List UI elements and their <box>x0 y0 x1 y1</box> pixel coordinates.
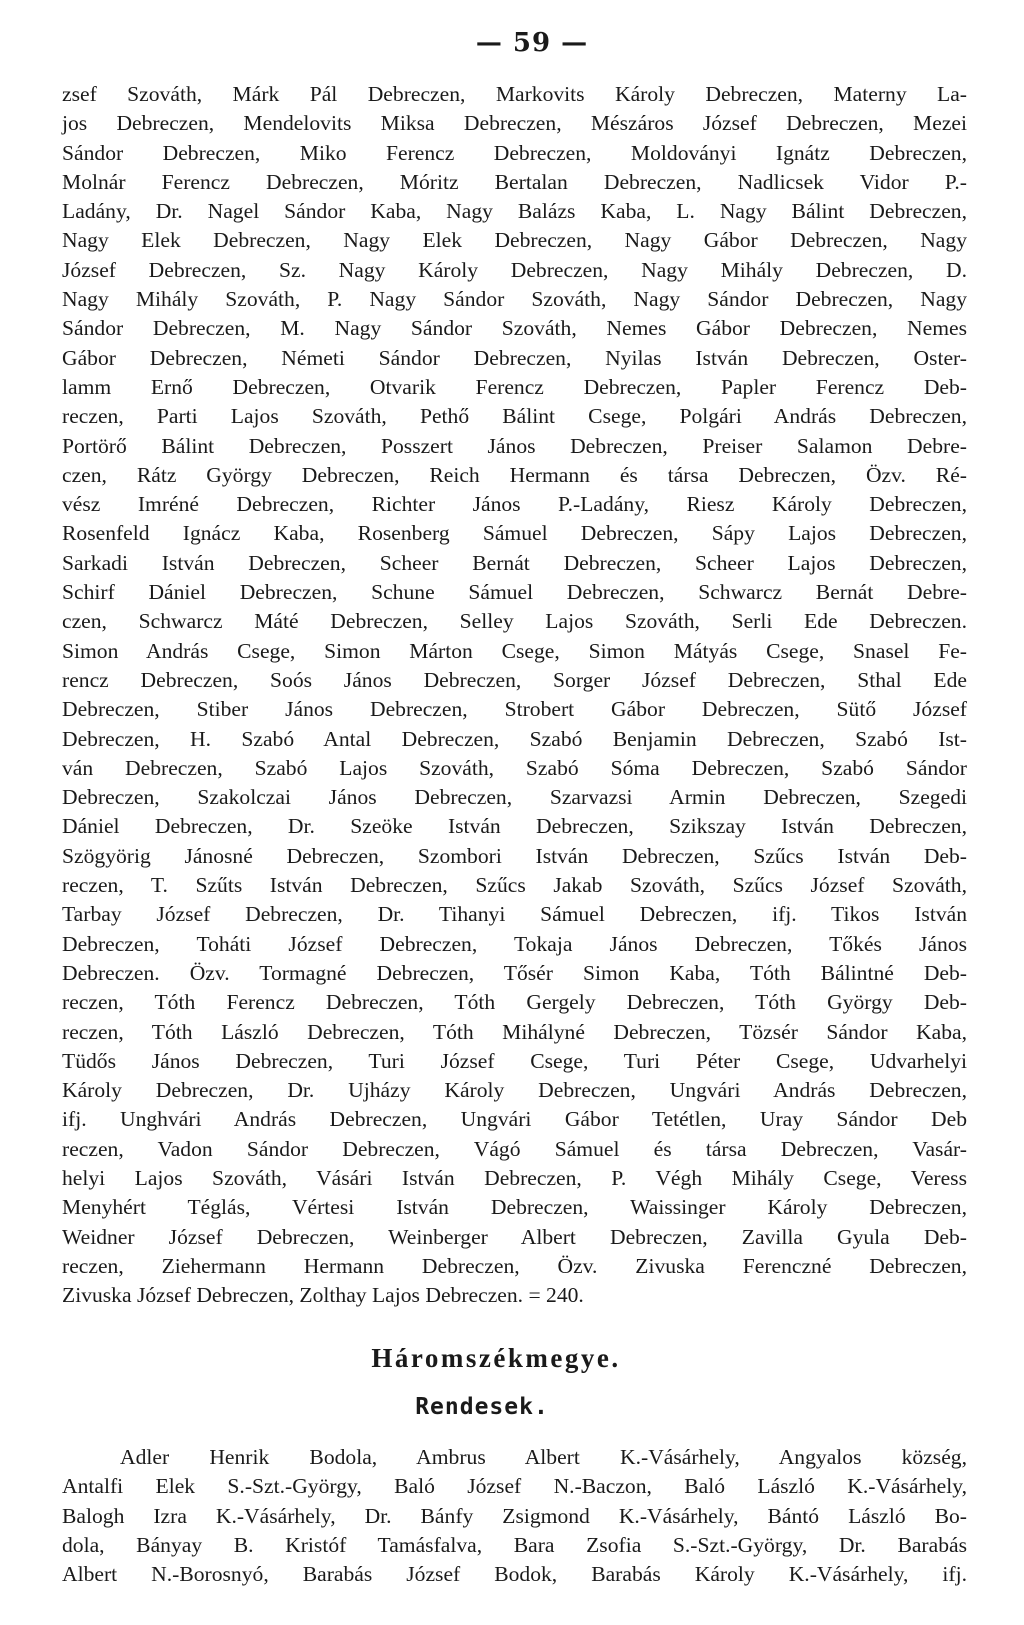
text-line: lamm Ernő Debreczen, Otvarik Ferencz Debreczen, Papler Ferencz Deb- <box>62 374 967 399</box>
county-member-list <box>62 1443 967 1589</box>
text-line: Debreczen, Szakolczai János Debreczen, Szarvazsi Armin Debreczen, Szegedi <box>62 785 967 810</box>
text-line: Ladány, Dr. Nagel Sándor Kaba, Nagy Balázs Kaba, L. Nagy Bálint Debreczen, <box>62 199 967 224</box>
text-line: reczen, Parti Lajos Szováth, Pethő Bálint Csege, Polgári András Debreczen, <box>62 404 967 429</box>
text-line: helyi Lajos Szováth, Vásári István Debreczen, P. Végh Mihály Csege, Veress <box>62 1165 967 1190</box>
text-line: Albert N.-Borosnyó, Barabás József Bodok, Barabás Károly K.-Vásárhely, ifj. <box>62 1562 967 1587</box>
text-line: vész Imréné Debreczen, Richter János P.-Ladány, Riesz Károly Debreczen, <box>62 492 967 517</box>
text-line: Tüdős János Debreczen, Turi József Csege, Turi Péter Csege, Udvarhelyi <box>62 1048 967 1073</box>
text-line: Nagy Mihály Szováth, P. Nagy Sándor Szováth, Nagy Sándor Debreczen, Nagy <box>62 287 967 312</box>
text-line: reczen, Ziehermann Hermann Debreczen, Özv. Zivuska Ferenczné Debreczen, <box>62 1253 967 1278</box>
text-line: rencz Debreczen, Soós János Debreczen, Sorger József Debreczen, Sthal Ede <box>62 667 967 692</box>
text-line: Szögyörig Jánosné Debreczen, Szombori István Debreczen, Szűcs István Deb- <box>62 843 967 868</box>
text-line: Nagy Elek Debreczen, Nagy Elek Debreczen, Nagy Gábor Debreczen, Nagy <box>62 228 967 253</box>
text-line: Gábor Debreczen, Németi Sándor Debreczen, Nyilas István Debreczen, Oster- <box>62 345 967 370</box>
text-line: ifj. Unghvári András Debreczen, Ungvári Gábor Tetétlen, Uray Sándor Deb <box>62 1107 967 1132</box>
text-line: Molnár Ferencz Debreczen, Móritz Bertalan Debreczen, Nadlicsek Vidor P.- <box>62 169 967 194</box>
page-number: — 59 — <box>475 28 589 58</box>
text-line: Adler Henrik Bodola, Ambrus Albert K.-Vásárhely, Angyalos község, <box>120 1445 967 1469</box>
text-line: reczen, Tóth Ferencz Debreczen, Tóth Gergely Debreczen, Tóth György Deb- <box>62 990 967 1015</box>
text-line: reczen, Tóth László Debreczen, Tóth Mihályné Debreczen, Tözsér Sándor Kaba, <box>62 1019 967 1044</box>
text-line: Antalfi Elek S.-Szt.-György, Baló József N.-Baczon, Baló László K.-Vásárhely, <box>62 1474 967 1499</box>
text-line: Schirf Dániel Debreczen, Schune Sámuel Debreczen, Schwarcz Bernát Debre- <box>62 580 967 605</box>
text-line: ván Debreczen, Szabó Lajos Szováth, Szabó Sóma Debreczen, Szabó Sándor <box>62 755 967 780</box>
text-line: József Debreczen, Sz. Nagy Károly Debreczen, Nagy Mihály Debreczen, D. <box>62 257 967 282</box>
text-line: Debreczen, Toháti József Debreczen, Tokaja János Debreczen, Tőkés János <box>62 931 967 956</box>
text-line: Sándor Debreczen, M. Nagy Sándor Szováth, Nemes Gábor Debreczen, Nemes <box>62 316 967 341</box>
text-line: Rosenfeld Ignácz Kaba, Rosenberg Sámuel Debreczen, Sápy Lajos Debreczen, <box>62 521 967 546</box>
text-line: jos Debreczen, Mendelovits Miksa Debreczen, Mészáros József Debreczen, Mezei <box>62 111 967 136</box>
county-heading: Háromszékmegye. <box>371 1343 621 1373</box>
text-line: Dániel Debreczen, Dr. Szeöke István Debreczen, Szikszay István Debreczen, <box>62 814 967 839</box>
text-line: Balogh Izra K.-Vásárhely, Dr. Bánfy Zsigmond K.-Vásárhely, Bántó László Bo- <box>62 1503 967 1528</box>
text-line: reczen, T. Szűts István Debreczen, Szűcs Jakab Szováth, Szűcs József Szováth, <box>62 873 967 898</box>
text-line: czen, Schwarcz Máté Debreczen, Selley Lajos Szováth, Serli Ede Debreczen. <box>62 609 967 634</box>
text-line: Weidner József Debreczen, Weinberger Albert Debreczen, Zavilla Gyula Deb- <box>62 1224 967 1249</box>
text-line: Zivuska József Debreczen, Zolthay Lajos Debreczen. = 240. <box>62 1283 584 1308</box>
text-line: Károly Debreczen, Dr. Ujházy Károly Debreczen, Ungvári András Debreczen, <box>62 1078 967 1103</box>
member-list-continued <box>62 80 967 1310</box>
category-heading: Rendesek. <box>415 1394 549 1420</box>
text-line: Debreczen, H. Szabó Antal Debreczen, Szabó Benjamin Debreczen, Szabó Ist- <box>62 726 967 751</box>
text-line: Simon András Csege, Simon Márton Csege, Simon Mátyás Csege, Snasel Fe- <box>62 638 967 663</box>
text-line: Debreczen, Stiber János Debreczen, Strobert Gábor Debreczen, Sütő József <box>62 697 967 722</box>
text-line: Debreczen. Özv. Tormagné Debreczen, Tősér Simon Kaba, Tóth Bálintné Deb- <box>62 960 967 985</box>
text-line: Tarbay József Debreczen, Dr. Tihanyi Sámuel Debreczen, ifj. Tikos István <box>62 902 967 927</box>
text-line: dola, Bányay B. Kristóf Tamásfalva, Bara Zsofia S.-Szt.-György, Dr. Barabás <box>62 1532 967 1557</box>
text-line: zsef Szováth, Márk Pál Debreczen, Markovits Károly Debreczen, Materny La- <box>62 82 967 106</box>
text-line: Sarkadi István Debreczen, Scheer Bernát Debreczen, Scheer Lajos Debreczen, <box>62 550 967 575</box>
text-line: czen, Rátz György Debreczen, Reich Hermann és társa Debreczen, Özv. Ré- <box>62 462 967 487</box>
text-line: reczen, Vadon Sándor Debreczen, Vágó Sámuel és társa Debreczen, Vasár- <box>62 1136 967 1161</box>
text-line: Portörő Bálint Debreczen, Posszert János Debreczen, Preiser Salamon Debre- <box>62 433 967 458</box>
text-line: Sándor Debreczen, Miko Ferencz Debreczen, Moldoványi Ignátz Debreczen, <box>62 140 967 165</box>
text-line: Menyhért Téglás, Vértesi István Debreczen, Waissinger Károly Debreczen, <box>62 1195 967 1220</box>
